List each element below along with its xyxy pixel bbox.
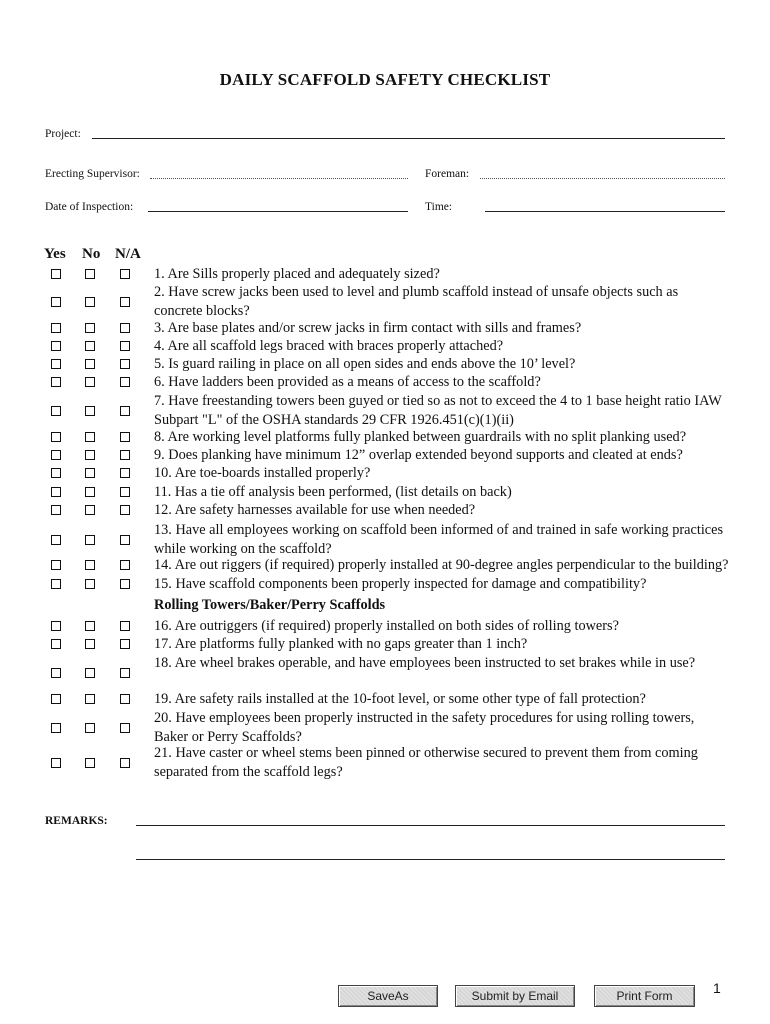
checkbox-na[interactable] — [120, 639, 130, 649]
checkbox-no[interactable] — [85, 468, 95, 478]
checkbox-yes[interactable] — [51, 323, 61, 333]
checklist-row — [0, 392, 770, 429]
question-text: 10. Are toe-boards installed properly? — [154, 465, 371, 481]
date-of-inspection-label: Date of Inspection: — [45, 201, 134, 213]
checklist-row — [0, 337, 770, 355]
remarks-label: REMARKS: — [45, 815, 108, 827]
checkbox-yes[interactable] — [51, 723, 61, 733]
checkbox-yes[interactable] — [51, 621, 61, 631]
checkbox-no[interactable] — [85, 579, 95, 589]
foreman-field[interactable] — [480, 178, 725, 179]
column-yes: Yes — [44, 246, 66, 262]
checkbox-no[interactable] — [85, 359, 95, 369]
checkbox-yes[interactable] — [51, 758, 61, 768]
checkbox-no[interactable] — [85, 269, 95, 279]
checklist-row — [0, 709, 770, 746]
checkbox-no[interactable] — [85, 639, 95, 649]
checkbox-no[interactable] — [85, 668, 95, 678]
checkbox-no[interactable] — [85, 450, 95, 460]
checkbox-na[interactable] — [120, 560, 130, 570]
question-text: 13. Have all employees working on scaffold been informed of and trained in safe working practices while working on the scaffold? — [154, 522, 724, 557]
checkbox-na[interactable] — [120, 694, 130, 704]
checkbox-yes[interactable] — [51, 377, 61, 387]
checkbox-na[interactable] — [120, 269, 130, 279]
checkbox-no[interactable] — [85, 341, 95, 351]
checkbox-na[interactable] — [120, 579, 130, 589]
checklist-row — [0, 744, 770, 781]
checklist-row — [0, 373, 770, 391]
checkbox-na[interactable] — [120, 450, 130, 460]
checkbox-no[interactable] — [85, 377, 95, 387]
column-no: No — [82, 246, 101, 262]
checkbox-na[interactable] — [120, 758, 130, 768]
checklist-row — [0, 654, 770, 691]
checkbox-na[interactable] — [120, 668, 130, 678]
question-text: 3. Are base plates and/or screw jacks in firm contact with sills and frames? — [154, 320, 582, 336]
checklist-row — [0, 575, 770, 593]
checklist-row — [0, 355, 770, 373]
erecting-supervisor-label: Erecting Supervisor: — [45, 168, 140, 180]
remarks-line-2[interactable] — [136, 859, 725, 860]
checkbox-no[interactable] — [85, 487, 95, 497]
column-na: N/A — [115, 246, 141, 262]
checkbox-yes[interactable] — [51, 359, 61, 369]
checklist-row — [0, 265, 770, 283]
checklist-row — [0, 690, 770, 708]
checkbox-na[interactable] — [120, 406, 130, 416]
checkbox-no[interactable] — [85, 406, 95, 416]
checkbox-yes[interactable] — [51, 450, 61, 460]
question-text: 12. Are safety harnesses available for use when needed? — [154, 502, 476, 518]
checkbox-yes[interactable] — [51, 487, 61, 497]
checkbox-no[interactable] — [85, 505, 95, 515]
checkbox-na[interactable] — [120, 505, 130, 515]
question-text: 5. Is guard railing in place on all open sides and ends above the 10’ level? — [154, 356, 576, 372]
erecting-supervisor-field[interactable] — [150, 178, 408, 179]
project-label: Project: — [45, 128, 81, 140]
checklist-row — [0, 464, 770, 482]
checklist-row — [0, 446, 770, 464]
checkbox-na[interactable] — [120, 377, 130, 387]
question-text: 2. Have screw jacks been used to level and plumb scaffold instead of unsafe objects such as concrete blocks? — [154, 284, 679, 319]
question-text: 4. Are all scaffold legs braced with braces properly attached? — [154, 338, 504, 354]
checkbox-yes[interactable] — [51, 694, 61, 704]
time-label: Time: — [425, 201, 453, 213]
checklist-row — [0, 521, 770, 558]
foreman-label: Foreman: — [425, 168, 470, 180]
question-text: 16. Are outriggers (if required) properly installed on both sides of rolling towers? — [154, 618, 619, 634]
checkbox-na[interactable] — [120, 297, 130, 307]
checklist-row — [0, 283, 770, 320]
checkbox-yes[interactable] — [51, 668, 61, 678]
checkbox-no[interactable] — [85, 535, 95, 545]
save-as-button[interactable]: SaveAs — [338, 985, 438, 1007]
checkbox-yes[interactable] — [51, 269, 61, 279]
checklist-row — [0, 556, 770, 574]
page-number: 1 — [713, 980, 721, 996]
checkbox-yes[interactable] — [51, 297, 61, 307]
checkbox-no[interactable] — [85, 694, 95, 704]
checkbox-no[interactable] — [85, 297, 95, 307]
question-text: 8. Are working level platforms fully planked between guardrails with no split planking used? — [154, 429, 687, 445]
checkbox-yes[interactable] — [51, 579, 61, 589]
checklist-row — [0, 319, 770, 337]
question-text: 9. Does planking have minimum 12” overlap extended beyond supports and cleated at ends? — [154, 447, 683, 463]
checkbox-no[interactable] — [85, 323, 95, 333]
checkbox-na[interactable] — [120, 723, 130, 733]
checklist-row — [0, 617, 770, 635]
checkbox-na[interactable] — [120, 432, 130, 442]
checkbox-no[interactable] — [85, 560, 95, 570]
checkbox-yes[interactable] — [51, 535, 61, 545]
checkbox-na[interactable] — [120, 621, 130, 631]
checkbox-yes[interactable] — [51, 639, 61, 649]
checkbox-na[interactable] — [120, 323, 130, 333]
question-text: 21. Have caster or wheel stems been pinned or otherwise secured to prevent them from coming separated from the scaffold legs? — [154, 745, 698, 780]
checklist-row — [0, 635, 770, 653]
checkbox-no[interactable] — [85, 758, 95, 768]
question-text: 1. Are Sills properly placed and adequately sized? — [154, 266, 440, 282]
checkbox-yes[interactable] — [51, 505, 61, 515]
question-text: 7. Have freestanding towers been guyed or tied so as not to exceed the 4 to 1 base height ratio IAW Subpart "L" of the OSHA standards 29 CFR 1926.451(c)(1)(ii) — [154, 393, 722, 428]
section-heading: Rolling Towers/Baker/Perry Scaffolds — [154, 597, 386, 613]
print-form-button[interactable]: Print Form — [594, 985, 695, 1007]
question-text: 6. Have ladders been provided as a means of access to the scaffold? — [154, 374, 541, 390]
checklist-row — [0, 501, 770, 519]
remarks-line-1[interactable] — [136, 825, 725, 826]
checkbox-na[interactable] — [120, 359, 130, 369]
question-text: 19. Are safety rails installed at the 10-foot level, or some other type of fall protection? — [154, 691, 646, 707]
submit-by-email-button[interactable]: Submit by Email — [455, 985, 575, 1007]
checkbox-no[interactable] — [85, 432, 95, 442]
checkbox-yes[interactable] — [51, 341, 61, 351]
checklist-row — [0, 428, 770, 446]
question-text: 11. Has a tie off analysis been performed, (list details on back) — [154, 484, 512, 500]
checkbox-na[interactable] — [120, 341, 130, 351]
checkbox-yes[interactable] — [51, 468, 61, 478]
checkbox-yes[interactable] — [51, 432, 61, 442]
question-text: 18. Are wheel brakes operable, and have employees been instructed to set brakes while in use? — [154, 655, 696, 671]
checkbox-na[interactable] — [120, 468, 130, 478]
checkbox-na[interactable] — [120, 535, 130, 545]
question-text: 14. Are out riggers (if required) properly installed at 90-degree angles perpendicular to the building? — [154, 557, 729, 573]
checkbox-yes[interactable] — [51, 406, 61, 416]
date-of-inspection-field[interactable] — [148, 211, 408, 212]
checkbox-no[interactable] — [85, 621, 95, 631]
question-text: 17. Are platforms fully planked with no gaps greater than 1 inch? — [154, 636, 528, 652]
checklist-row — [0, 483, 770, 501]
project-field[interactable] — [92, 138, 725, 139]
checkbox-na[interactable] — [120, 487, 130, 497]
checkbox-no[interactable] — [85, 723, 95, 733]
checkbox-yes[interactable] — [51, 560, 61, 570]
question-text: 20. Have employees been properly instructed in the safety procedures for using rolling towers, Baker or Perry Scaffolds? — [154, 710, 695, 745]
question-text: 15. Have scaffold components been properly inspected for damage and compatibility? — [154, 576, 647, 592]
time-field[interactable] — [485, 211, 725, 212]
page-title: DAILY SCAFFOLD SAFETY CHECKLIST — [219, 70, 551, 89]
